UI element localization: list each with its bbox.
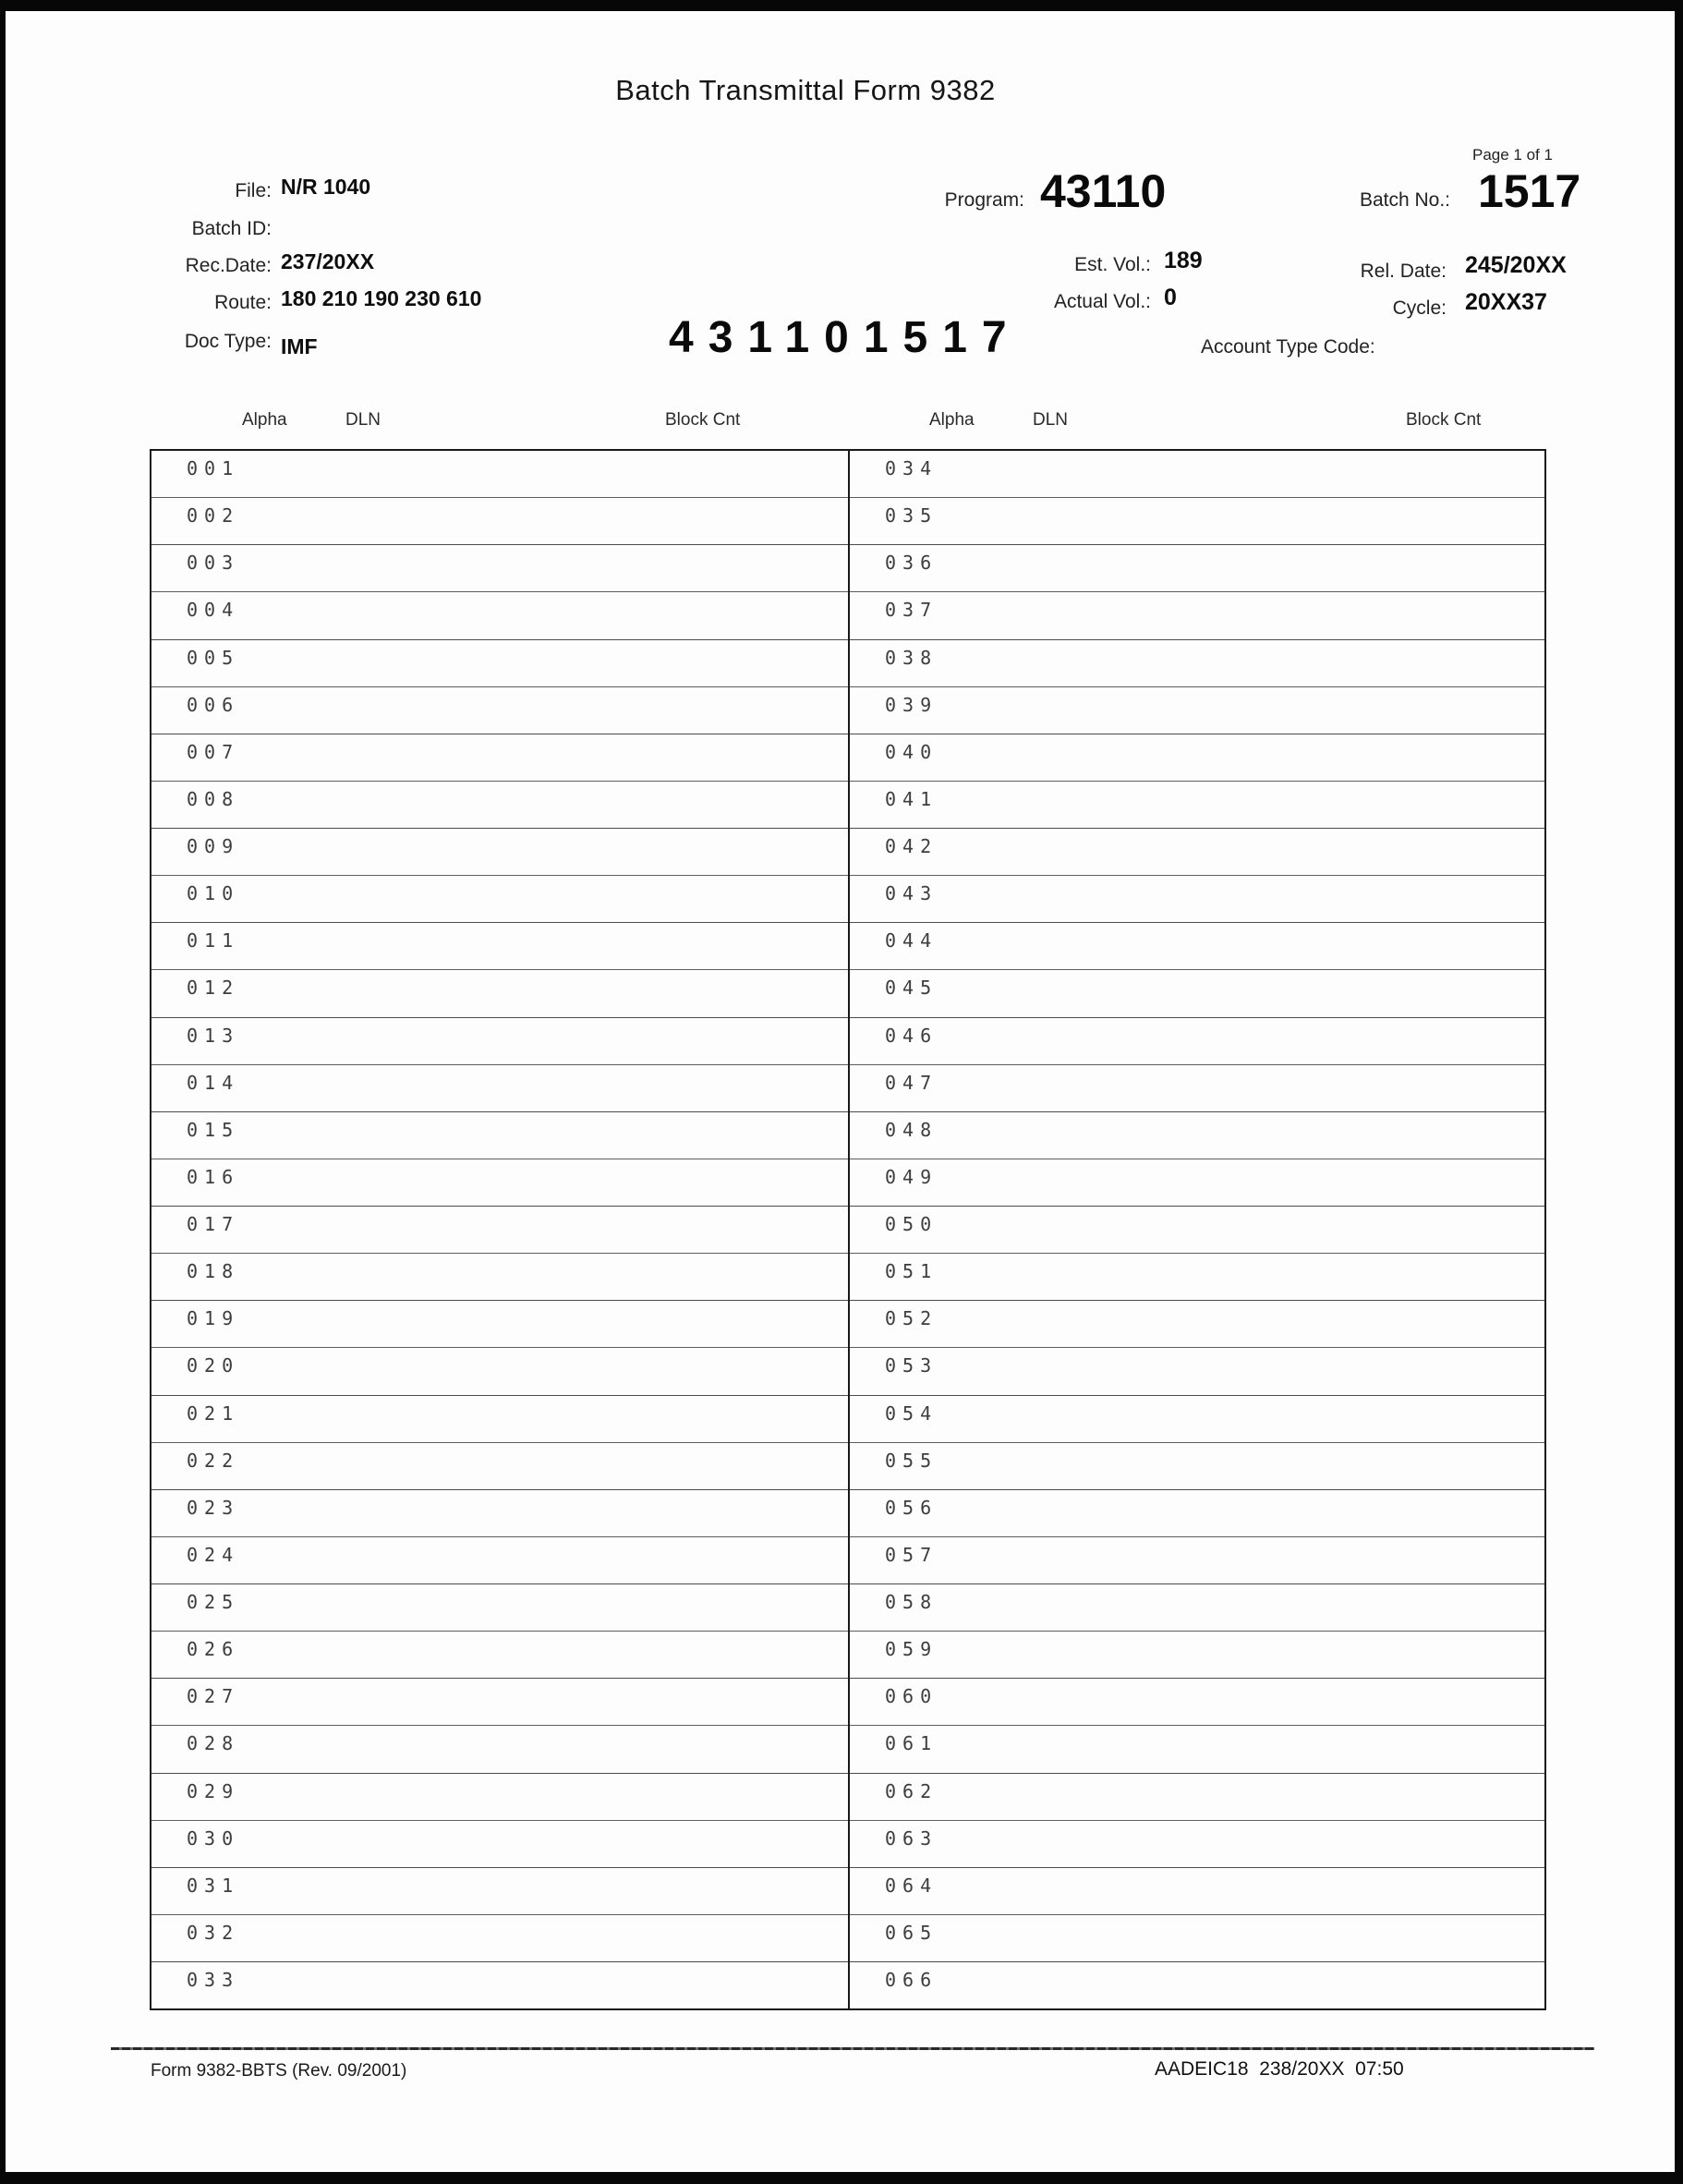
row-seq-label: 044 [885, 929, 938, 952]
col-header-alpha-left: Alpha [242, 410, 287, 430]
table-row [151, 497, 848, 544]
table-row [850, 686, 1544, 734]
row-seq-label: 012 [187, 977, 240, 1000]
row-seq-label: 050 [885, 1213, 938, 1235]
table-row [850, 1064, 1544, 1111]
batch-id-label: Batch ID: [191, 218, 272, 239]
block-count-table [150, 449, 1546, 2010]
est-vol-label: Est. Vol.: [1074, 254, 1151, 275]
file-value: N/R 1040 [281, 175, 371, 199]
row-seq-label: 029 [187, 1779, 240, 1802]
footer-divider [111, 2047, 1594, 2050]
table-row [850, 1111, 1544, 1159]
table-row [151, 1773, 848, 1820]
row-seq-label: 014 [187, 1071, 240, 1094]
table-row [850, 1206, 1544, 1253]
table-row [151, 686, 848, 734]
row-seq-label: 036 [885, 552, 938, 575]
table-row [850, 828, 1544, 875]
table-row [151, 1583, 848, 1631]
row-seq-label: 035 [885, 504, 938, 528]
table-row [151, 1678, 848, 1725]
row-seq-label: 045 [885, 977, 938, 1000]
table-row [850, 1159, 1544, 1206]
table-row [151, 1536, 848, 1583]
row-seq-label: 047 [885, 1071, 938, 1094]
row-seq-label: 019 [187, 1307, 240, 1330]
row-seq-label: 033 [187, 1969, 240, 1991]
table-row [151, 875, 848, 922]
table-row [151, 1253, 848, 1300]
row-seq-label: 022 [187, 1449, 240, 1472]
row-seq-label: 032 [187, 1921, 240, 1944]
program-label: Program: [944, 189, 1024, 211]
row-seq-label: 053 [885, 1354, 938, 1377]
table-row [850, 1017, 1544, 1064]
table-row [151, 1300, 848, 1347]
row-seq-label: 051 [885, 1260, 938, 1283]
table-row [850, 1961, 1544, 2008]
form-title: Batch Transmittal Form 9382 [615, 74, 996, 106]
row-seq-label: 040 [885, 740, 938, 763]
rec-date-value: 237/20XX [281, 249, 375, 273]
table-row [151, 828, 848, 875]
table-row [850, 1253, 1544, 1300]
table-row [850, 1300, 1544, 1347]
row-seq-label: 021 [187, 1401, 240, 1425]
table-row [850, 1725, 1544, 1772]
row-seq-label: 025 [187, 1591, 240, 1613]
col-header-alpha-right: Alpha [929, 410, 975, 430]
row-seq-label: 015 [187, 1118, 240, 1141]
row-seq-label: 057 [885, 1543, 938, 1566]
row-seq-label: 011 [187, 929, 240, 952]
row-seq-label: 046 [885, 1024, 938, 1047]
table-row [151, 1914, 848, 1961]
table-row [151, 781, 848, 828]
table-row [850, 591, 1544, 638]
row-seq-label: 005 [187, 646, 240, 669]
est-vol-value: 189 [1164, 248, 1203, 273]
table-row [151, 1347, 848, 1394]
table-row [850, 1867, 1544, 1914]
row-seq-label: 059 [885, 1638, 938, 1661]
table-row [850, 497, 1544, 544]
table-row [151, 544, 848, 591]
table-row [151, 1489, 848, 1536]
batch-no-value: 1517 [1478, 165, 1581, 217]
table-row [850, 922, 1544, 969]
row-seq-label: 055 [885, 1449, 938, 1472]
row-seq-label: 027 [187, 1685, 240, 1708]
table-row [850, 1631, 1544, 1678]
row-seq-label: 024 [187, 1543, 240, 1566]
table-row [151, 1064, 848, 1111]
table-row [850, 1442, 1544, 1489]
row-seq-label: 004 [187, 599, 240, 622]
rec-date-label: Rec.Date: [185, 255, 272, 276]
row-seq-label: 001 [187, 457, 240, 479]
row-seq-label: 018 [187, 1260, 240, 1283]
row-seq-label: 006 [187, 693, 240, 716]
actual-vol-label: Actual Vol.: [1053, 291, 1151, 312]
row-seq-label: 010 [187, 882, 240, 905]
col-header-blockcnt-left: Block Cnt [665, 410, 741, 430]
row-seq-label: 049 [885, 1165, 938, 1188]
table-row [850, 1773, 1544, 1820]
row-seq-label: 056 [885, 1496, 938, 1519]
row-seq-label: 026 [187, 1638, 240, 1661]
row-seq-label: 028 [187, 1732, 240, 1755]
file-label: File: [235, 180, 272, 201]
table-row [151, 1867, 848, 1914]
table-row [151, 1631, 848, 1678]
row-seq-label: 038 [885, 646, 938, 669]
row-seq-label: 031 [187, 1874, 240, 1897]
table-row [850, 1820, 1544, 1867]
table-row [850, 451, 1544, 497]
table-row [151, 1961, 848, 2008]
table-row [850, 1678, 1544, 1725]
row-seq-label: 003 [187, 552, 240, 575]
row-seq-label: 034 [885, 457, 938, 479]
row-seq-label: 016 [187, 1165, 240, 1188]
row-seq-label: 043 [885, 882, 938, 905]
table-row [151, 969, 848, 1016]
table-row [850, 969, 1544, 1016]
table-row [151, 1111, 848, 1159]
row-seq-label: 058 [885, 1591, 938, 1613]
table-row [151, 1442, 848, 1489]
row-seq-label: 039 [885, 693, 938, 716]
cycle-label: Cycle: [1392, 297, 1447, 319]
table-row [850, 781, 1544, 828]
table-row [850, 1347, 1544, 1394]
row-seq-label: 041 [885, 787, 938, 810]
table-row [850, 875, 1544, 922]
row-seq-label: 002 [187, 504, 240, 528]
actual-vol-value: 0 [1164, 285, 1177, 310]
doc-type-label: Doc Type: [184, 331, 272, 352]
table-row [151, 1159, 848, 1206]
footer-form-id: Form 9382-BBTS (Rev. 09/2001) [151, 2061, 407, 2081]
row-seq-label: 066 [885, 1969, 938, 1991]
table-row [151, 639, 848, 686]
account-type-code-label: Account Type Code: [1201, 336, 1375, 358]
row-seq-label: 060 [885, 1685, 938, 1708]
table-row [151, 591, 848, 638]
table-row [151, 1017, 848, 1064]
block-table-left-column [151, 451, 848, 2008]
col-header-dln-right: DLN [1033, 410, 1069, 430]
row-seq-label: 020 [187, 1354, 240, 1377]
table-row [151, 451, 848, 497]
table-row [151, 1725, 848, 1772]
program-value: 43110 [1040, 165, 1167, 217]
row-seq-label: 007 [187, 740, 240, 763]
col-header-dln-left: DLN [345, 410, 381, 430]
row-seq-label: 017 [187, 1213, 240, 1235]
program-batch-number-stamp: 431101517 [669, 313, 1022, 362]
row-seq-label: 037 [885, 599, 938, 622]
table-row [850, 1914, 1544, 1961]
page-indicator: Page 1 of 1 [1472, 146, 1553, 164]
row-seq-label: 042 [885, 835, 938, 857]
row-seq-label: 062 [885, 1779, 938, 1802]
row-seq-label: 063 [885, 1826, 938, 1850]
rel-date-label: Rel. Date: [1360, 261, 1447, 282]
row-seq-label: 064 [885, 1874, 938, 1897]
table-row [850, 1395, 1544, 1442]
table-row [850, 639, 1544, 686]
table-row [850, 734, 1544, 781]
table-row [850, 1583, 1544, 1631]
route-value: 180 210 190 230 610 [281, 286, 482, 310]
table-row [850, 1536, 1544, 1583]
footer-system-stamp: AADEIC18 238/20XX 07:50 [1155, 2058, 1404, 2080]
table-row [850, 1489, 1544, 1536]
row-seq-label: 030 [187, 1826, 240, 1850]
cycle-value: 20XX37 [1465, 289, 1547, 315]
row-seq-label: 009 [187, 835, 240, 857]
table-row [850, 544, 1544, 591]
row-seq-label: 065 [885, 1921, 938, 1944]
row-seq-label: 061 [885, 1732, 938, 1755]
row-seq-label: 052 [885, 1307, 938, 1330]
route-label: Route: [214, 292, 272, 313]
row-seq-label: 054 [885, 1401, 938, 1425]
table-row [151, 1395, 848, 1442]
block-table-right-column [848, 451, 1544, 2008]
table-row [151, 1820, 848, 1867]
table-row [151, 922, 848, 969]
table-row [151, 734, 848, 781]
col-header-blockcnt-right: Block Cnt [1406, 410, 1482, 430]
row-seq-label: 023 [187, 1496, 240, 1519]
row-seq-label: 013 [187, 1024, 240, 1047]
row-seq-label: 008 [187, 787, 240, 810]
table-row [151, 1206, 848, 1253]
doc-type-value: IMF [281, 334, 318, 358]
batch-no-label: Batch No.: [1359, 189, 1450, 211]
row-seq-label: 048 [885, 1118, 938, 1141]
rel-date-value: 245/20XX [1465, 252, 1567, 278]
